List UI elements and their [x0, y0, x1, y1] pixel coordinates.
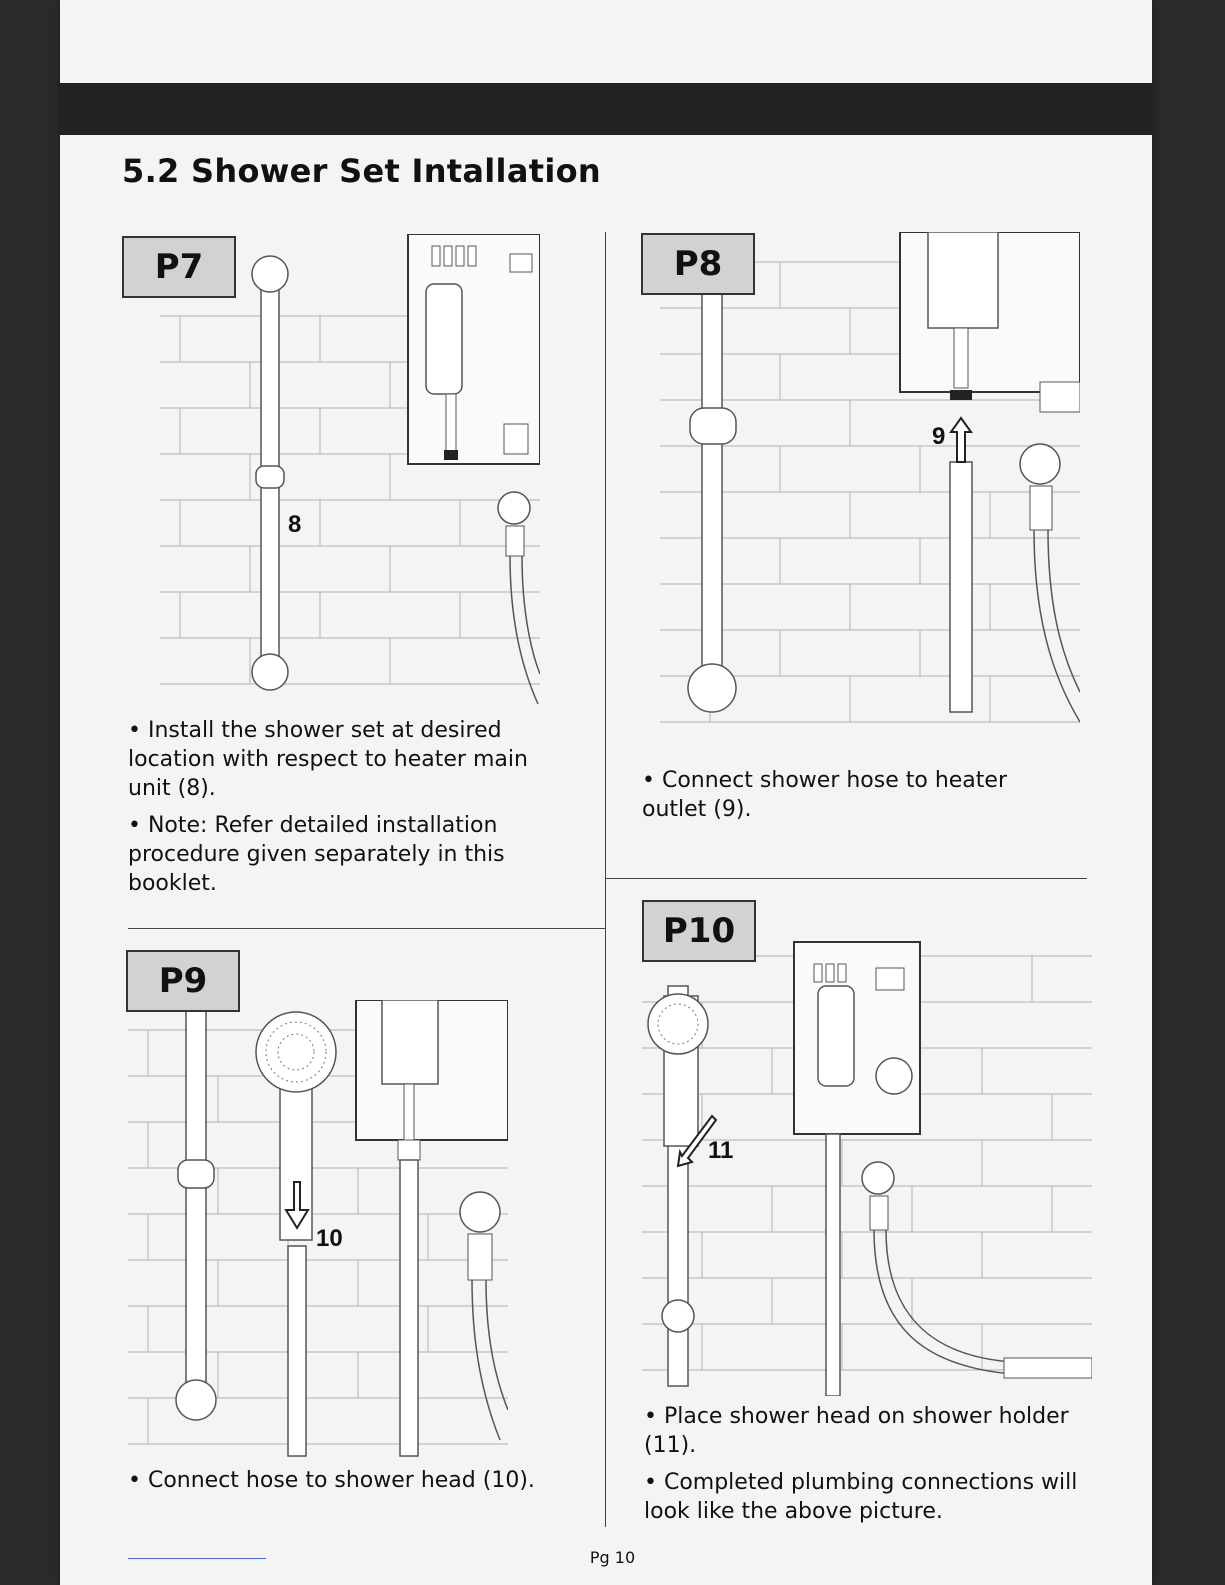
caption-p9 — [128, 1466, 588, 1503]
step-number-11: 11 — [708, 1137, 734, 1164]
figure-p10 — [642, 926, 1092, 1396]
caption-p7 — [128, 716, 568, 906]
panel-label-p7: P7 — [122, 236, 236, 298]
caption-p10 — [644, 1402, 1084, 1534]
step-number-10: 10 — [316, 1225, 343, 1252]
figure-p9 — [128, 1000, 508, 1460]
figure-p8 — [660, 232, 1080, 752]
caption-p7-line-1: • Install the shower set at desired location with respect to heater main unit (8). — [128, 718, 528, 801]
caption-p10-line-2: • Completed plumbing connections will look like the above picture. — [644, 1470, 1078, 1524]
caption-p8 — [642, 766, 1062, 832]
page-number: Pg 10 — [589, 1548, 636, 1567]
row-divider-left — [128, 928, 605, 929]
caption-p10-line-1: • Place shower head on shower holder (11). — [644, 1404, 1069, 1458]
step-number-9: 9 — [932, 423, 946, 450]
column-divider — [605, 232, 606, 1527]
step-number-8: 8 — [288, 511, 302, 538]
panel-label-p8: P8 — [641, 233, 755, 295]
section-title: 5.2 Shower Set Intallation — [122, 152, 601, 190]
caption-p8-line-1: • Connect shower hose to heater outlet (9). — [642, 768, 1007, 822]
caption-p7-line-2: • Note: Refer detailed installation procedure given separately in this booklet. — [128, 813, 505, 896]
panel-label-p9: P9 — [126, 950, 240, 1012]
figure-p7 — [160, 234, 540, 706]
panel-label-p10: P10 — [642, 900, 756, 962]
row-divider-right — [605, 878, 1087, 879]
caption-p9-line-1: • Connect hose to shower head (10). — [128, 1468, 535, 1493]
header-bar — [60, 83, 1152, 135]
